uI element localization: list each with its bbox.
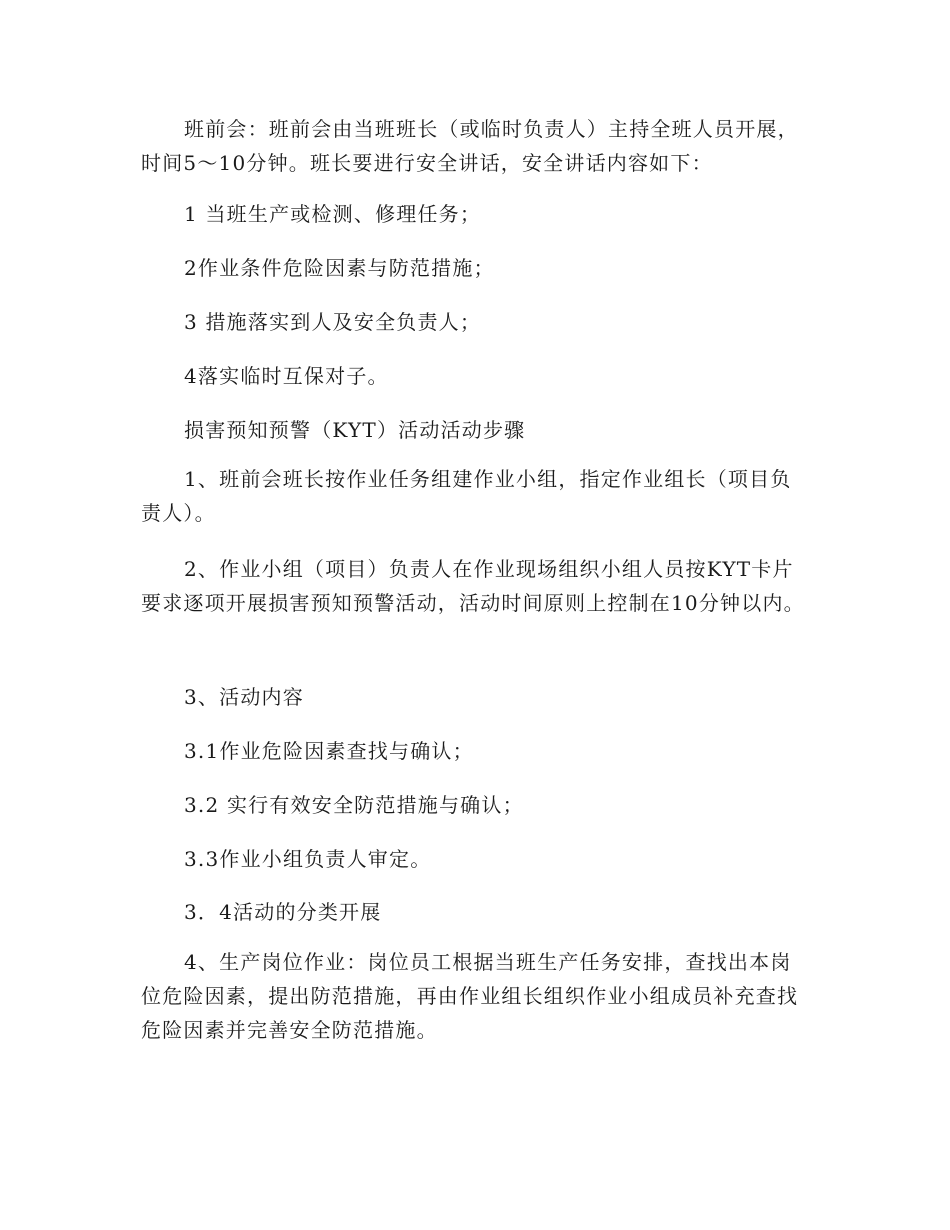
- list-item-measures: 3 措施落实到人及安全负责人；: [184, 310, 482, 334]
- step-3-heading: 3、活动内容: [184, 685, 304, 709]
- step-2-paragraph: 2、作业小组（项目）负责人在作业现场组织小组人员按KYT卡片要求逐项开展损害预知预警活动，活动时间原则上控制在10分钟以内。: [141, 557, 805, 615]
- step-1-paragraph: 1、班前会班长按作业任务组建作业小组，指定作业组长（项目负责人）。: [141, 467, 792, 525]
- list-item-mutual-protection: 4落实临时互保对子。: [184, 364, 389, 388]
- list-item-task: 1 当班生产或检测、修理任务；: [184, 202, 482, 226]
- step-3-3-item: 3.3作业小组负责人审定。: [184, 847, 432, 871]
- section-heading-kyt: 损害预知预警（KYT）活动活动步骤: [184, 418, 526, 442]
- paragraph-pre-shift-meeting: 班前会：班前会由当班班长（或临时负责人）主持全班人员开展，时间5～10分钟。班长要进行安全讲话，安全讲话内容如下：: [141, 117, 799, 175]
- step-4-paragraph: 4、生产岗位作业：岗位员工根据当班生产任务安排，查找出本岗位危险因素，提出防范措施，再由作业组长组织作业小组成员补充查找危险因素并完善安全防范措施。: [141, 950, 799, 1042]
- step-3-4-item: 3．4活动的分类开展: [184, 900, 382, 924]
- step-3-2-item: 3.2 实行有效安全防范措施与确认；: [184, 793, 524, 817]
- step-3-1-item: 3.1作业危险因素查找与确认；: [184, 739, 474, 763]
- list-item-hazards: 2作业条件危险因素与防范措施；: [184, 256, 495, 280]
